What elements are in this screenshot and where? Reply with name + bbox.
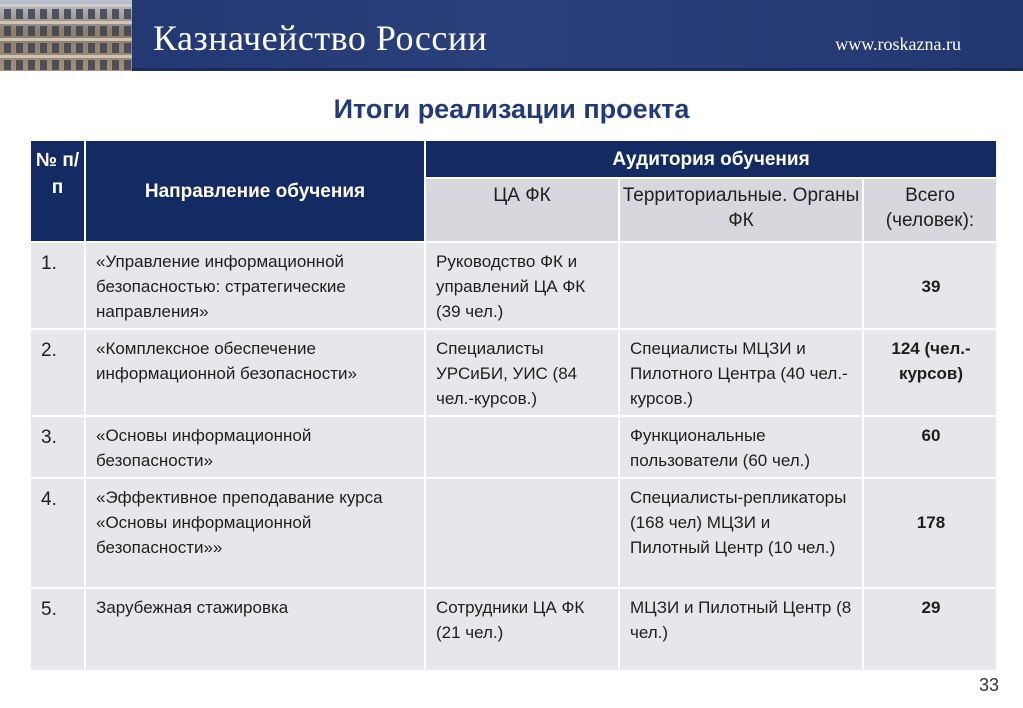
row-total: 39 [863, 242, 997, 329]
page-title: Итоги реализации проекта [333, 94, 690, 124]
building-cornice [0, 55, 132, 58]
building-window [112, 43, 119, 53]
building-window [64, 60, 71, 70]
row-ca-fk: Руководство ФК и управлений ЦА ФК (39 чел.) [425, 242, 619, 329]
building-window [100, 60, 107, 70]
row-ca-fk [425, 416, 619, 478]
building-window [100, 9, 107, 19]
building-window [16, 43, 23, 53]
treasury-building-photo [0, 0, 132, 71]
row-territorial: Функциональные пользователи (60 чел.) [619, 416, 863, 478]
table-row [30, 329, 997, 416]
building-window [4, 60, 11, 70]
building-window [4, 43, 11, 53]
header-total: Всего (человек): [863, 178, 997, 242]
building-window [64, 43, 71, 53]
building-window [88, 60, 95, 70]
row-num: 2. [30, 329, 85, 416]
row-ca-fk: Сотрудники ЦА ФК (21 чел.) [425, 588, 619, 671]
row-direction: «Комплексное обеспечение информационной безопасности» [85, 329, 425, 416]
building-window [76, 60, 83, 70]
row-direction: «Основы информационной безопасности» [85, 416, 425, 478]
building-window [52, 26, 59, 36]
header-banner [0, 0, 1023, 71]
building-window [124, 60, 131, 70]
header-direction: Направление обучения [85, 140, 425, 242]
building-window [28, 26, 35, 36]
row-total: 178 [863, 478, 997, 588]
table-row [30, 588, 997, 671]
row-num: 5. [30, 588, 85, 671]
building-window [52, 60, 59, 70]
building-window [52, 9, 59, 19]
building-window [100, 26, 107, 36]
building-window [40, 60, 47, 70]
building-window [28, 9, 35, 19]
header-territorial: Территориальные. Органы ФК [619, 178, 863, 242]
building-window [112, 9, 119, 19]
building-window [16, 60, 23, 70]
row-direction: «Управление информационной безопасностью: стратегические направления» [85, 242, 425, 329]
building-window [64, 26, 71, 36]
row-territorial: МЦЗИ и Пилотный Центр (8 чел.) [619, 588, 863, 671]
results-table [29, 139, 998, 672]
building-window [112, 60, 119, 70]
building-window [76, 9, 83, 19]
building-window [64, 9, 71, 19]
building-window [40, 26, 47, 36]
row-direction: Зарубежная стажировка [85, 588, 425, 671]
building-window [40, 43, 47, 53]
row-total: 124 (чел.-курсов) [863, 329, 997, 416]
building-window [28, 60, 35, 70]
slide-number: 33 [978, 675, 999, 695]
building-window [28, 43, 35, 53]
building-window [76, 43, 83, 53]
row-direction: «Эффективное преподавание курса «Основы информационной безопасности»» [85, 478, 425, 588]
header-ca-fk: ЦА ФК [425, 178, 619, 242]
row-total: 29 [863, 588, 997, 671]
row-num: 1. [30, 242, 85, 329]
building-window [124, 9, 131, 19]
building-window [88, 43, 95, 53]
row-ca-fk: Специалисты УРСиБИ, УИС (84 чел.-курсов.) [425, 329, 619, 416]
row-num: 3. [30, 416, 85, 478]
building-window [124, 43, 131, 53]
table-row [30, 478, 997, 588]
building-cornice [0, 38, 132, 41]
building-window [88, 26, 95, 36]
building-window [112, 26, 119, 36]
header-audience: Аудитория обучения [425, 140, 997, 178]
building-window [52, 43, 59, 53]
row-territorial [619, 242, 863, 329]
row-total: 60 [863, 416, 997, 478]
building-window [100, 43, 107, 53]
building-window [4, 9, 11, 19]
building-window [124, 26, 131, 36]
website-url: www.roskazna.ru [835, 34, 961, 54]
row-territorial: Специалисты-репликаторы (168 чел) МЦЗИ и Пилотный Центр (10 чел.) [619, 478, 863, 588]
building-cornice [0, 4, 132, 7]
building-window [16, 9, 23, 19]
building-window [4, 26, 11, 36]
building-window [40, 9, 47, 19]
row-territorial: Специалисты МЦЗИ и Пилотного Центра (40 чел.-курсов.) [619, 329, 863, 416]
header-num: № п/п [30, 140, 85, 242]
row-ca-fk [425, 478, 619, 588]
building-window [16, 26, 23, 36]
table-row [30, 416, 997, 478]
brand-title: Казначейство России [153, 18, 488, 58]
building-window [88, 9, 95, 19]
table-row [30, 242, 997, 329]
building-cornice [0, 21, 132, 24]
row-num: 4. [30, 478, 85, 588]
building-window [76, 26, 83, 36]
